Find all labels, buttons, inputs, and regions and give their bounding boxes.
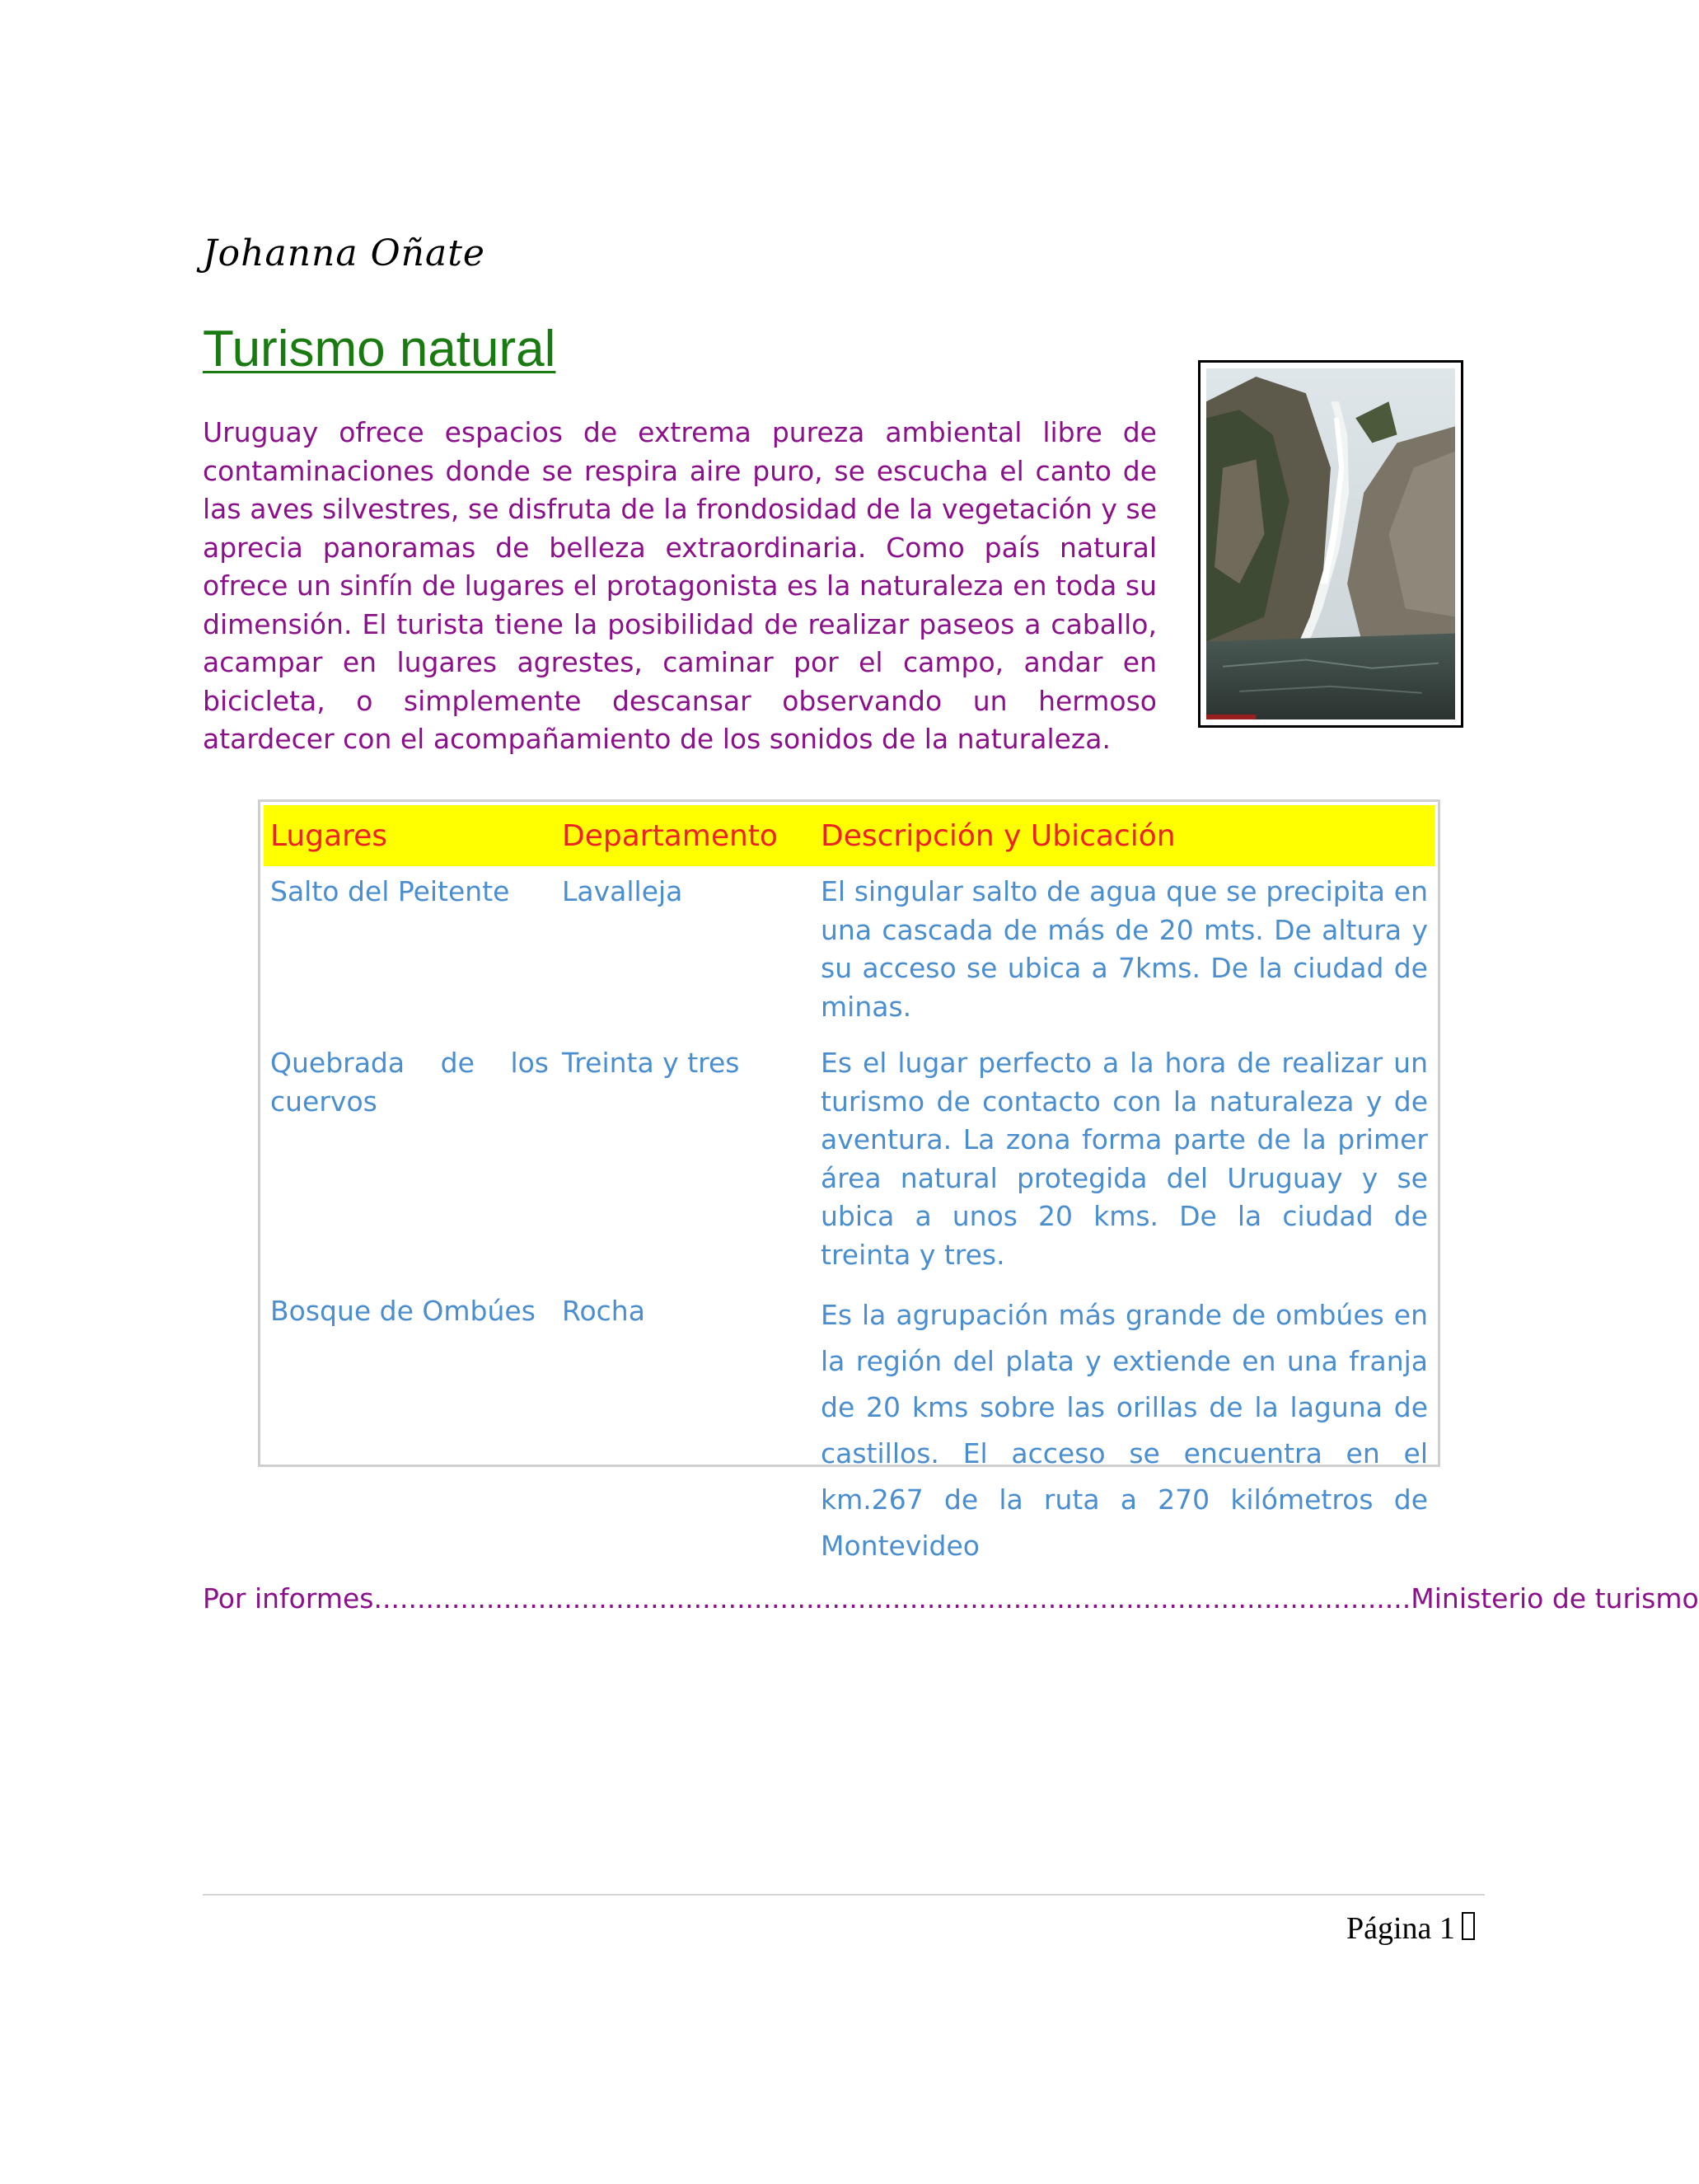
missing-glyph-icon <box>1462 1912 1475 1940</box>
intro-paragraph: Uruguay ofrece espacios de extrema pureza ambiental libre de contaminaciones donde se respira aire puro, se escucha el canto de las aves silvestres, se disfruta de la frondosidad de la vegetación y se aprecia panoramas de belleza extraordinaria. Como país natural ofrece un sinfín de lugares el protagonista es la naturaleza en toda su dimensión. El turista tiene la posibilidad de realizar paseos a caballo, acampar en lugares agrestes, caminar por el campo, andar en bicicleta, o simplemente descansar observando un hermoso atardecer con el acompañamiento de los sonidos de la naturaleza. <box>203 416 1157 755</box>
cell-descripcion: El singular salto de agua que se precipita en una cascada de más de 20 mts. De altura y su acceso se ubica a 7kms. De la ciudad de minas. <box>821 875 1428 1023</box>
cell-descripcion: Es la agrupación más grande de ombúes en la región del plata y extiende en una franja de 20 kms sobre las orillas de la laguna de castillos. El acceso se encuentra en el km.267 de la ruta a 270 kilómetros de Montevideo <box>821 1299 1428 1562</box>
author-name: Johanna Oñate <box>203 232 485 274</box>
waterfall-photo <box>1198 360 1463 728</box>
page-number <box>1346 1910 1475 1947</box>
cell-lugar: Salto del Peitente <box>270 875 510 907</box>
cell-lugar: Quebrada de los cuervos <box>270 1047 549 1118</box>
footer-contact: Ministerio de turismo <box>1411 1582 1699 1615</box>
cell-departamento: Rocha <box>562 1295 645 1327</box>
cell-departamento: Treinta y tres <box>562 1047 740 1079</box>
cell-departamento: Lavalleja <box>562 875 683 907</box>
column-header-descripcion: Descripción y Ubicación <box>821 818 1176 853</box>
footer-label: Por informes <box>203 1582 374 1615</box>
column-header-departamento: Departamento <box>562 818 778 853</box>
page-number-text: Página 1 <box>1346 1911 1455 1946</box>
column-header-lugares: Lugares <box>270 818 388 853</box>
cell-lugar: Bosque de Ombúes <box>270 1295 536 1327</box>
footer-divider <box>203 1894 1485 1896</box>
cell-descripcion: Es el lugar perfecto a la hora de realizar un turismo de contacto con la naturaleza y de aventura. La zona forma parte de la primer área natural protegida del Uruguay y se ubica a unos 20 kms. De la ciudad de treinta y tres. <box>821 1047 1428 1271</box>
footer-contact-line <box>203 1582 1699 1615</box>
waterfall-photo-icon <box>1206 368 1455 719</box>
places-table <box>258 799 1440 1562</box>
table-row <box>264 866 1435 1038</box>
document-title: Turismo natural <box>203 321 556 377</box>
table-row <box>264 1286 1435 1581</box>
table-header-row <box>264 805 1435 866</box>
table-row <box>264 1038 1435 1286</box>
footer-dot-leader: ........................................................................................................................ <box>373 1582 1411 1615</box>
